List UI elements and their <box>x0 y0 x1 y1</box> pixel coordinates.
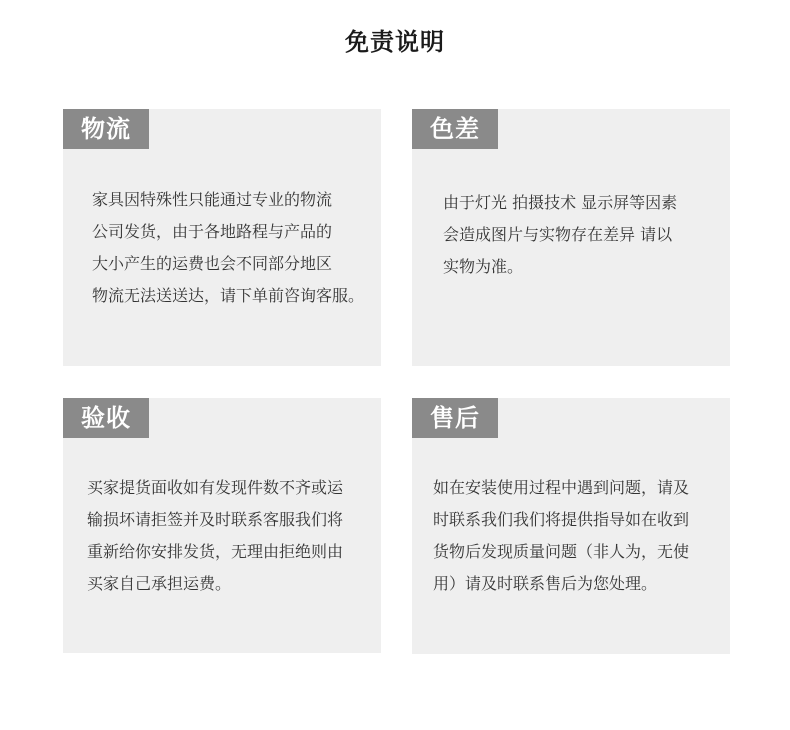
card-line: 由于灯光 拍摄技术 显示屏等因素 <box>443 193 678 212</box>
card-body-color-difference <box>443 187 677 283</box>
card-tag-color-difference: 色差 <box>412 109 498 149</box>
card-after-sales <box>412 398 730 654</box>
card-line: 输损坏请拒签并及时联系客服我们将 <box>87 510 344 529</box>
card-line: 会造成图片与实物存在差异 请以 <box>443 225 673 244</box>
card-line: 物流无法送送达，请下单前咨询客服。 <box>92 286 365 305</box>
card-body-after-sales <box>433 472 689 600</box>
card-line: 公司发货，由于各地路程与产品的 <box>92 222 333 241</box>
card-line: 时联系我们我们将提供指导如在收到 <box>433 510 690 529</box>
card-line: 如在安装使用过程中遇到问题，请及 <box>433 478 690 497</box>
card-line: 货物后发现质量问题（非人为，无使 <box>433 542 690 561</box>
card-line: 用）请及时联系售后为您处理。 <box>433 574 658 593</box>
card-logistics <box>63 109 381 366</box>
card-body-inspection <box>87 472 343 600</box>
card-body-logistics <box>92 184 364 312</box>
card-line: 实物为准。 <box>443 257 524 276</box>
card-line: 买家自己承担运费。 <box>87 574 232 593</box>
card-inspection <box>63 398 381 653</box>
card-tag-after-sales: 售后 <box>412 398 498 438</box>
card-color-difference <box>412 109 730 366</box>
card-line: 家具因特殊性只能通过专业的物流 <box>92 190 333 209</box>
page-title: 免责说明 <box>345 28 445 56</box>
card-tag-logistics: 物流 <box>63 109 149 149</box>
card-tag-inspection: 验收 <box>63 398 149 438</box>
card-line: 买家提货面收如有发现件数不齐或运 <box>87 478 344 497</box>
card-line: 重新给你安排发货，无理由拒绝则由 <box>87 542 344 561</box>
card-line: 大小产生的运费也会不同部分地区 <box>92 254 333 273</box>
